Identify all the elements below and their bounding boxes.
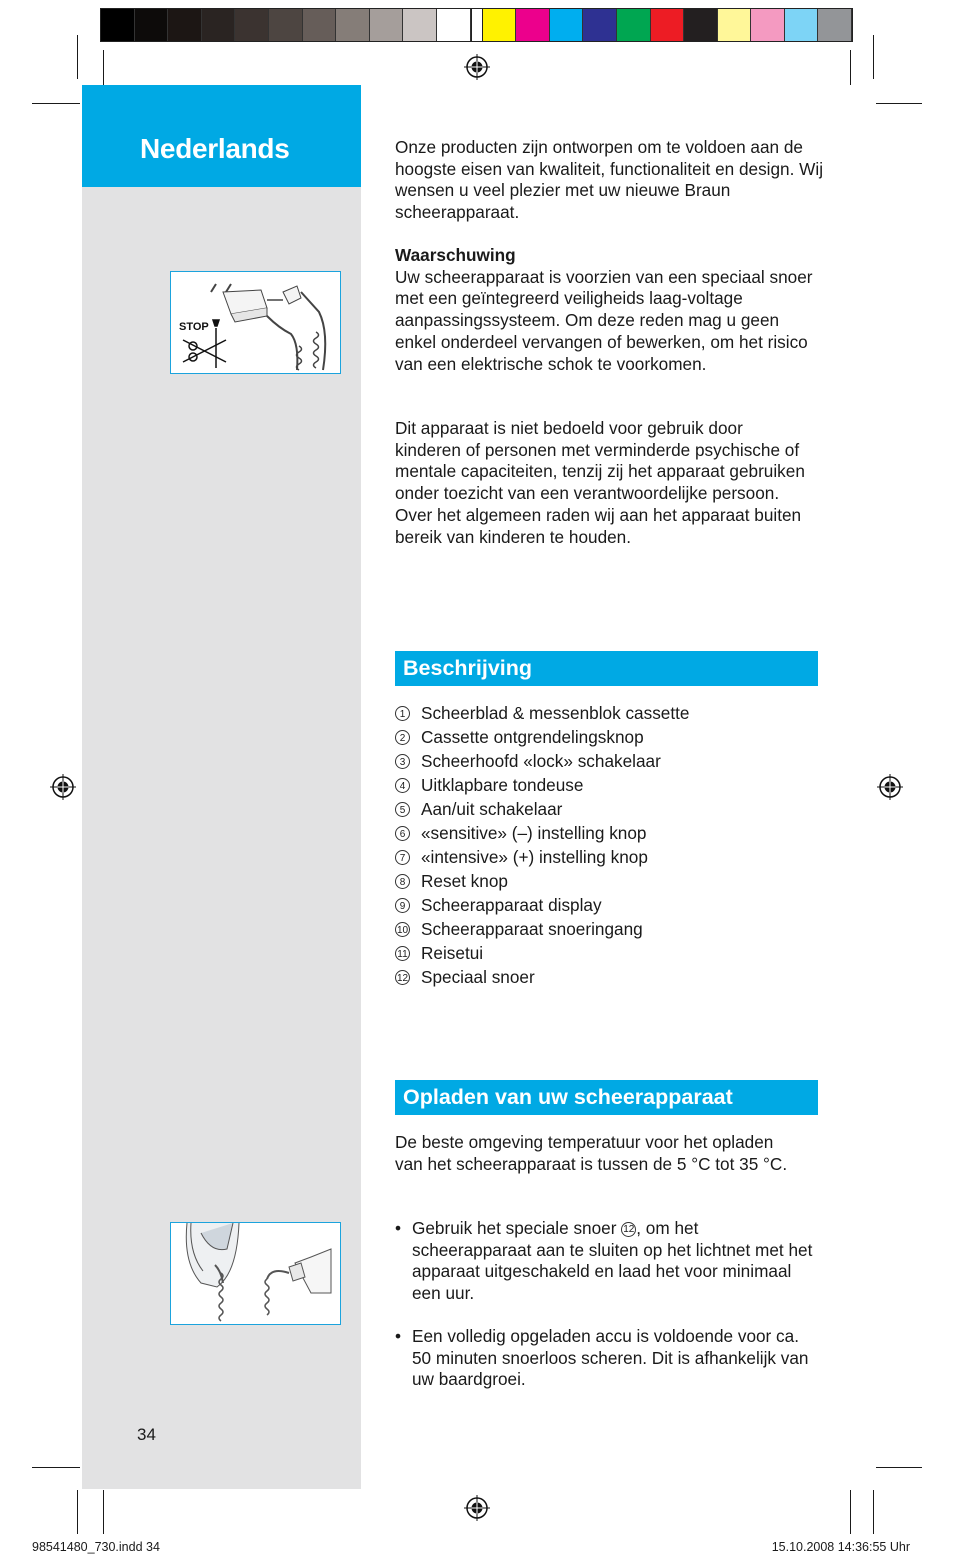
color-swatch (235, 9, 269, 41)
color-swatch (336, 9, 370, 41)
item-label: Cassette ontgrendelingsknop (421, 727, 644, 747)
stop-label: STOP (179, 321, 209, 333)
item-number: 4 (395, 778, 410, 793)
intro-text: Onze producten zijn ontworpen om te voldoen aan de hoogste eisen van kwaliteit, functionaliteit en design. Wij wensen u veel plezier met uw nieuwe Braun scheerapparaat. (395, 137, 824, 223)
intro-paragraph (395, 137, 825, 224)
crop-mark (103, 50, 104, 85)
item-number: 1 (395, 706, 410, 721)
color-swatch (269, 9, 303, 41)
item-label: «sensitive» (–) instelling knop (421, 823, 647, 843)
list-item (395, 701, 689, 725)
color-swatch (617, 9, 651, 41)
bullet-text-part: , om het scheerapparaat aan te sluiten op het lichtnet met het apparaat uitgeschakeld en laad het voor minimaal een uur. (412, 1218, 813, 1304)
figure-charging (170, 1222, 341, 1325)
bullet-text (412, 1218, 815, 1305)
item-number: 7 (395, 850, 410, 865)
item-number: 6 (395, 826, 410, 841)
warning-text-2: Dit apparaat is niet bedoeld voor gebruik door kinderen of personen met verminderde psychische of mentale capaciteiten, tenzij zij het apparaat gebruiken onder toezicht van een verantwoordelijke persoon. Over het algemeen raden wij aan het apparaat buiten bereik van kinderen te houden. (395, 418, 805, 547)
charging-intro (395, 1132, 795, 1175)
crop-mark (32, 1467, 80, 1468)
bullet-text-part: Gebruik het speciale snoer (412, 1218, 617, 1238)
warning-text: Uw scheerapparaat is voorzien van een speciaal snoer met een geïntegreerd veiligheids laag-voltage aanpassingssysteem. Om deze reden mag u geen enkel onderdeel vervangen of bewerken, om het risico van een elektrische schok te voorkomen. (395, 266, 813, 374)
item-number: 12 (395, 970, 410, 985)
list-item (395, 917, 689, 941)
crop-mark (850, 1490, 851, 1534)
color-swatch (303, 9, 337, 41)
item-label: «intensive» (+) instelling knop (421, 847, 648, 867)
list-item (395, 869, 689, 893)
list-item (395, 845, 689, 869)
charging-intro-text: De beste omgeving temperatuur voor het opladen van het scheerapparaat is tussen de 5 °C tot 35 °C. (395, 1132, 788, 1174)
color-swatch (684, 9, 718, 41)
section-heading-charging: Opladen van uw scheerapparaat (395, 1080, 818, 1115)
item-number: 9 (395, 898, 410, 913)
list-item (395, 821, 689, 845)
color-swatch (370, 9, 404, 41)
shaver-socket-illustration (171, 1223, 339, 1323)
color-swatch (550, 9, 584, 41)
color-swatch (135, 9, 169, 41)
color-swatch (818, 9, 852, 41)
registration-mark-icon (50, 774, 76, 800)
page-title: Nederlands (140, 133, 290, 164)
item-number: 5 (395, 802, 410, 817)
bullet-icon: • (395, 1218, 402, 1238)
item-label: Scheerblad & messenblok cassette (421, 703, 690, 723)
list-item (395, 893, 689, 917)
color-bar-gap (471, 9, 483, 41)
warning-paragraph-2 (395, 418, 805, 548)
list-item (395, 749, 689, 773)
bullet-icon: • (395, 1326, 402, 1346)
color-swatch (168, 9, 202, 41)
crop-mark (876, 1467, 922, 1468)
item-label: Scheerapparaat display (421, 895, 602, 915)
crop-mark (32, 103, 80, 104)
charging-bullet-2 (395, 1326, 815, 1391)
color-swatch (403, 9, 437, 41)
list-item (395, 941, 689, 965)
item-number: 10 (395, 922, 410, 937)
registration-mark-icon (877, 774, 903, 800)
plug-cord-illustration (171, 272, 339, 372)
slug-file: 98541480_730.indd 34 (32, 1540, 160, 1554)
color-swatch (751, 9, 785, 41)
section-heading-description: Beschrijving (395, 651, 818, 686)
color-swatch (718, 9, 752, 41)
color-swatch (437, 9, 471, 41)
slug-timestamp: 15.10.2008 14:36:55 Uhr (771, 1540, 910, 1554)
crop-mark (876, 103, 922, 104)
list-item (395, 773, 689, 797)
item-number: 2 (395, 730, 410, 745)
language-header (82, 85, 361, 187)
item-label: Uitklapbare tondeuse (421, 775, 584, 795)
figure-cord-warning (170, 271, 341, 374)
charging-bullet-1 (395, 1218, 815, 1305)
list-item (395, 725, 689, 749)
item-number: 3 (395, 754, 410, 769)
registration-mark-icon (464, 54, 490, 80)
crop-mark (873, 1490, 874, 1534)
list-item (395, 965, 689, 989)
color-swatch (583, 9, 617, 41)
print-color-bar (100, 8, 853, 42)
registration-mark-icon (464, 1495, 490, 1521)
warning-heading: Waarschuwing (395, 245, 516, 265)
bullet-text: Een volledig opgeladen accu is voldoende voor ca. 50 minuten snoerloos scheren. Dit is afhankelijk van uw baardgroei. (412, 1326, 809, 1390)
color-swatch (516, 9, 550, 41)
reference-number: 12 (623, 1224, 635, 1235)
item-label: Speciaal snoer (421, 967, 535, 987)
crop-mark (77, 1490, 78, 1534)
color-swatch (651, 9, 685, 41)
color-swatch (101, 9, 135, 41)
list-item (395, 797, 689, 821)
color-swatch (785, 9, 819, 41)
item-number: 11 (395, 946, 410, 961)
color-swatch (483, 9, 517, 41)
item-label: Aan/uit schakelaar (421, 799, 563, 819)
item-number: 8 (395, 874, 410, 889)
warning-section (395, 245, 825, 375)
crop-mark (850, 50, 851, 85)
crop-mark (103, 1490, 104, 1534)
item-label: Reset knop (421, 871, 508, 891)
parts-list (395, 701, 689, 989)
crop-mark (77, 35, 78, 79)
item-label: Scheerapparaat snoeringang (421, 919, 643, 939)
item-label: Scheerhoofd «lock» schakelaar (421, 751, 661, 771)
crop-mark (873, 35, 874, 79)
page-number: 34 (137, 1425, 156, 1444)
color-swatch (202, 9, 236, 41)
item-label: Reisetui (421, 943, 484, 963)
